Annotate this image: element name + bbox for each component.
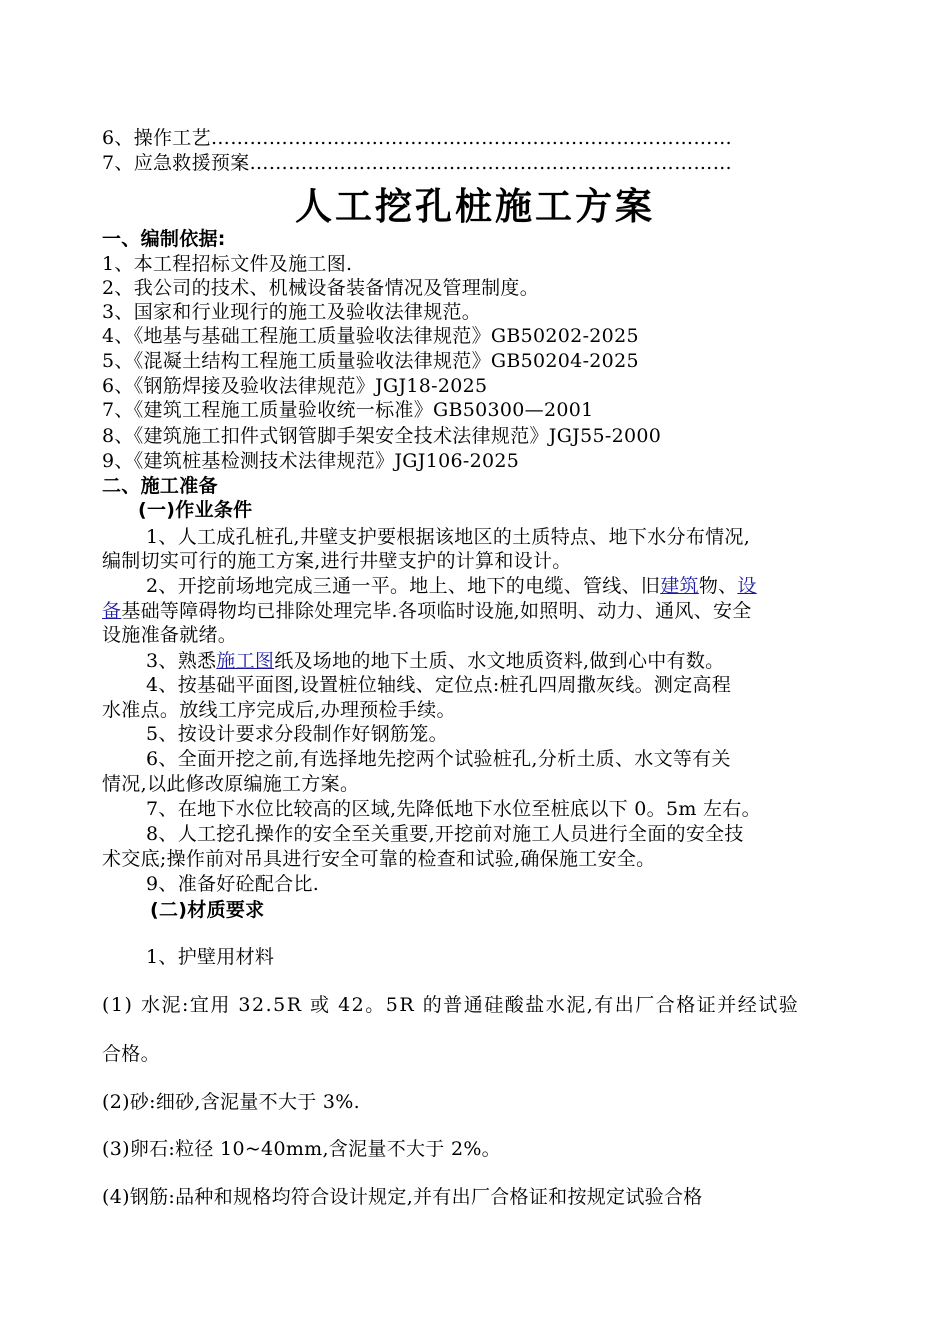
- toc-item-6: 6、操作工艺………………………………………………………………………: [102, 127, 732, 149]
- link-construction-drawing[interactable]: 施工图: [216, 650, 275, 672]
- paragraph-1-line-2: 编制切实可行的施工方案,进行井壁支护的计算和设计。: [102, 550, 572, 572]
- paragraph-5: 5、按设计要求分段制作好钢筋笼。: [146, 723, 448, 745]
- paragraph-6-line-1: 6、全面开挖之前,有选择地先挖两个试验桩孔,分析土质、水文等有关: [146, 748, 731, 770]
- paragraph-7: 7、在地下水位比较高的区域,先降低地下水位至桩底以下 0。5m 左右。: [146, 798, 761, 820]
- subsection-work-conditions: (一)作业条件: [138, 499, 253, 521]
- basis-item: 5、《混凝土结构工程施工质量验收法律规范》GB50204-2025: [102, 350, 639, 372]
- paragraph-4-line-2: 水准点。放线工序完成后,办理预检手续。: [102, 699, 456, 721]
- basis-item: 4、《地基与基础工程施工质量验收法律规范》GB50202-2025: [102, 325, 639, 347]
- paragraph-6-line-2: 情况,以此修改原编施工方案。: [102, 773, 360, 795]
- basis-item: 1、本工程招标文件及施工图.: [102, 253, 353, 275]
- paragraph-8-line-1: 8、人工挖孔操作的安全至关重要,开挖前对施工人员进行全面的安全技: [146, 823, 744, 845]
- link-building[interactable]: 建筑: [660, 575, 699, 597]
- material-gravel: (3)卵石:粒径 10~40mm,含泥量不大于 2%。: [102, 1138, 501, 1160]
- section-2-heading: 二、施工准备: [102, 475, 218, 497]
- basis-item: 7、《建筑工程施工质量验收统一标准》GB50300—2001: [102, 399, 594, 421]
- paragraph-8-line-2: 术交底;操作前对吊具进行安全可靠的检查和试验,确保施工安全。: [102, 848, 656, 870]
- basis-item: 3、国家和行业现行的施工及验收法律规范。: [102, 301, 482, 323]
- paragraph-2-line-2: 备基础等障碍物均已排除处理完毕.各项临时设施,如照明、动力、通风、安全: [102, 600, 752, 622]
- basis-item: 2、我公司的技术、机械设备装备情况及管理制度。: [102, 277, 539, 299]
- paragraph-9: 9、准备好砼配合比.: [146, 873, 320, 895]
- material-steel: (4)钢筋:品种和规格均符合设计规定,并有出厂合格证和按规定试验合格: [102, 1186, 703, 1208]
- paragraph-2-line-3: 设施准备就绪。: [102, 624, 238, 646]
- link-equipment-b[interactable]: 备: [102, 600, 122, 622]
- paragraph-1-line-1: 1、人工成孔桩孔,井壁支护要根据该地区的土质特点、地下水分布情况,: [146, 526, 751, 548]
- material-item-1: 1、护壁用材料: [146, 946, 275, 968]
- link-equipment-a[interactable]: 设: [737, 575, 757, 597]
- section-1-heading: 一、编制依据:: [102, 228, 226, 250]
- basis-item: 8、《建筑施工扣件式钢管脚手架安全技术法律规范》JGJ55-2000: [102, 425, 662, 447]
- paragraph-4-line-1: 4、按基础平面图,设置桩位轴线、定位点:桩孔四周撒灰线。测定高程: [146, 674, 732, 696]
- paragraph-3: 3、熟悉施工图纸及场地的地下土质、水文地质资料,做到心中有数。: [146, 650, 725, 672]
- material-sand: (2)砂:细砂,含泥量不大于 3%.: [102, 1091, 360, 1113]
- paragraph-2-line-1: 2、开挖前场地完成三通一平。地上、地下的电缆、管线、旧建筑物、设: [146, 575, 757, 597]
- material-cement-line-2: 合格。: [102, 1043, 160, 1065]
- material-cement-line-1: (1) 水泥:宜用 32.5R 或 42。5R 的普通硅酸盐水泥,有出厂合格证并经试验: [102, 994, 800, 1016]
- basis-item: 6、《钢筋焊接及验收法律规范》JGJ18-2025: [102, 375, 488, 397]
- subsection-material-requirements: (二)材质要求: [150, 899, 265, 921]
- page-title: 人工挖孔桩施工方案: [295, 185, 655, 228]
- basis-item: 9、《建筑桩基检测技术法律规范》JGJ106-2025: [102, 450, 520, 472]
- toc-item-7: 7、应急救援预案…………………………………………………………………: [102, 152, 732, 174]
